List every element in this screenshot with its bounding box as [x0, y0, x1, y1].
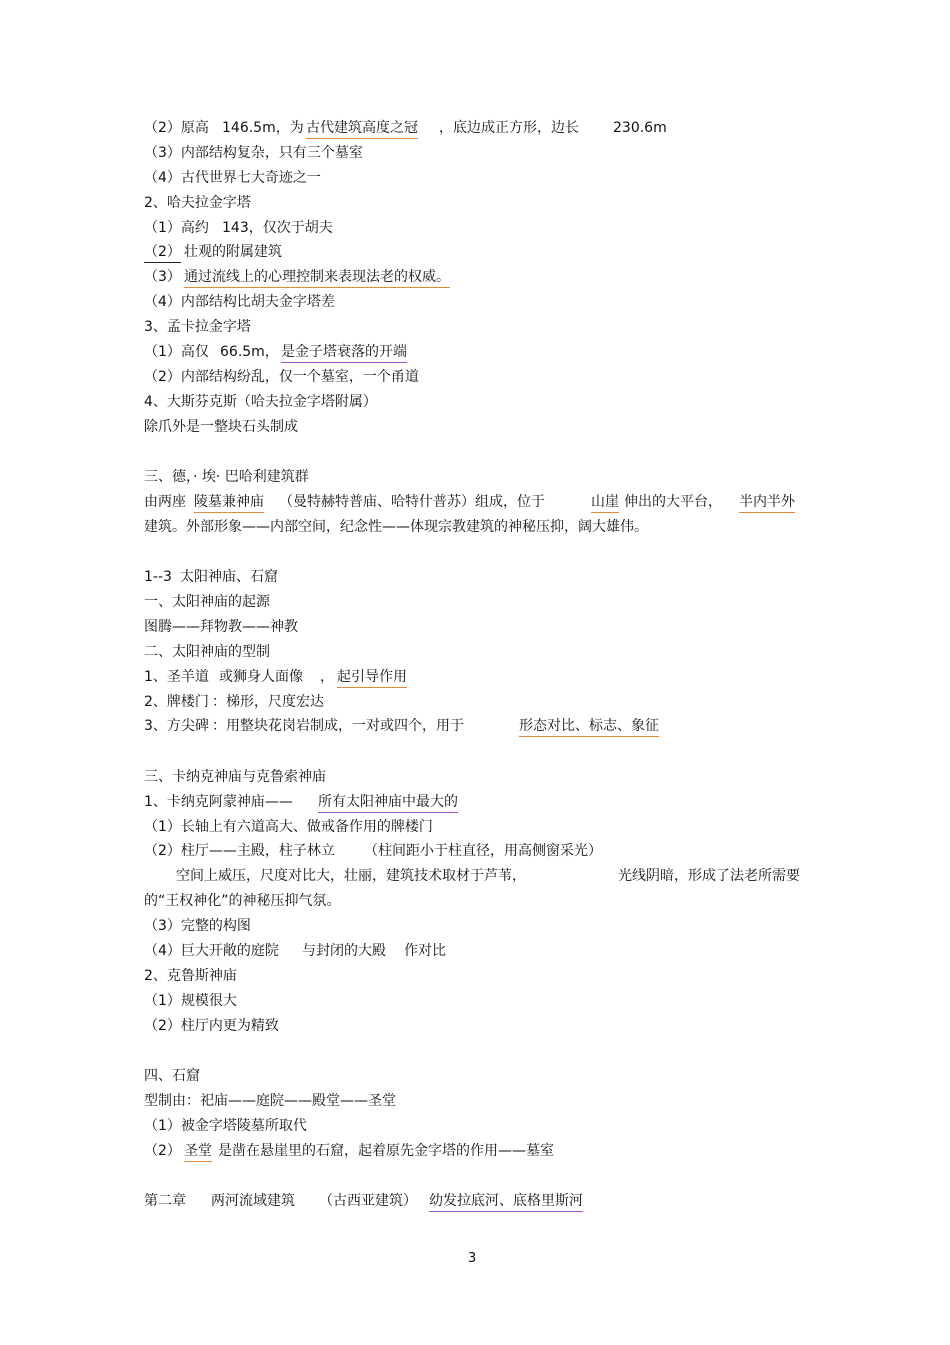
text-segment: 4、大斯芬克斯（哈夫拉金字塔附属）: [144, 394, 377, 410]
text-segment: 一、太阳神庙的起源: [144, 594, 270, 610]
text-segment: 143，仅次于胡夫: [222, 220, 333, 236]
text-segment: 二、太阳神庙的型制: [144, 644, 270, 660]
text-segment: 1、卡纳克阿蒙神庙——: [144, 794, 293, 810]
text-segment: ，底边成正方形，边长: [439, 120, 579, 136]
underlined-answer: 通过流线上的心理控制来表现法老的权威。: [184, 268, 450, 288]
text-segment: 2、哈夫拉金字塔: [144, 195, 251, 211]
text-segment: 230.6m: [613, 120, 667, 136]
text-segment: 是凿在悬崖里的石窟，起着原先金字塔的作用——墓室: [218, 1143, 554, 1159]
text-segment: ，: [320, 669, 334, 685]
text-segment: （3）内部结构复杂，只有三个墓室: [144, 145, 363, 161]
underlined-answer: 陵墓兼神庙: [194, 493, 264, 513]
text-segment: 66.5m，: [220, 344, 279, 360]
text-segment: 或狮身人面像: [219, 669, 303, 685]
text-segment: （4）古代世界七大奇迹之一: [144, 170, 321, 186]
underlined-answer: 山崖: [591, 493, 619, 513]
text-segment: 伸出的大平台，: [624, 494, 722, 510]
text-segment: （4）内部结构比胡夫金字塔差: [144, 294, 335, 310]
text-segment: （4）巨大开敞的庭院: [144, 943, 279, 959]
text-segment: 除爪外是一整块石头制成: [144, 419, 298, 435]
text-segment: ：梯形，尺度宏达: [212, 694, 324, 710]
text-segment: 建筑。外部形象——内部空间，纪念性——体现宗教建筑的神秘压抑，阔大雄伟。: [144, 519, 648, 535]
text-segment: 图腾——拜物教——神教: [144, 619, 298, 635]
text-segment: 1--3: [144, 569, 172, 585]
text-segment: ：用整块花岗岩制成，一对或四个，用于: [212, 718, 464, 734]
text-segment: 型制由：祀庙——庭院——殿堂——圣堂: [144, 1093, 396, 1109]
text-segment: 三、德，· 埃· 巴哈利建筑群: [144, 469, 309, 485]
underlined-answer: 幼发拉底河、底格里斯河: [429, 1192, 583, 1212]
underlined-answer: 圣堂: [184, 1142, 212, 1162]
text-segment: （1）被金字塔陵墓所取代: [144, 1118, 307, 1134]
text-segment: 与封闭的大殿: [302, 943, 386, 959]
text-segment: （1）规模很大: [144, 993, 237, 1009]
page-number: 3: [468, 1251, 477, 1266]
text-segment: 由两座: [144, 494, 186, 510]
text-segment: （2）: [144, 1143, 181, 1159]
text-segment: 3、方尖碑: [144, 718, 209, 734]
text-segment: （2）内部结构纷乱，仅一个墓室，一个甬道: [144, 369, 419, 385]
text-segment: 四、石窟: [144, 1068, 200, 1084]
text-segment: （柱间距小于柱直径，用高侧窗采光）: [364, 843, 602, 859]
text-segment: 2、克鲁斯神庙: [144, 968, 237, 984]
underlined-answer: 是金子塔衰落的开端: [281, 343, 407, 363]
text-segment: （古西亚建筑）: [319, 1193, 417, 1209]
text-segment: （2）原高: [144, 120, 209, 136]
text-segment: 太阳神庙、石窟: [180, 569, 278, 585]
underlined-answer: 起引导作用: [337, 668, 407, 688]
text-segment: 第二章: [144, 1193, 186, 1209]
text-segment: 三、卡纳克神庙与克鲁索神庙: [144, 769, 326, 785]
text-segment: 光线阴暗，形成了法老所需要: [618, 868, 800, 884]
text-segment: （2）柱厅内更为精致: [144, 1018, 279, 1034]
text-segment: （曼特赫特普庙、哈特什普苏）组成，位于: [279, 494, 545, 510]
underlined-answer: 古代建筑高度之冠: [306, 119, 418, 139]
underlined-answer: 形态对比、标志、象征: [519, 717, 659, 737]
text-segment: （2）柱厅——主殿，柱子林立: [144, 843, 335, 859]
text-segment: 的“王权神化”的神秘压抑气氛。: [144, 893, 341, 909]
text-segment: 146.5m，为: [222, 120, 304, 136]
text-segment: 壮观的附属建筑: [184, 244, 282, 260]
text-segment: 3、孟卡拉金字塔: [144, 319, 251, 335]
text-segment: 作对比: [404, 943, 446, 959]
text-segment: 2、牌楼门: [144, 694, 209, 710]
underlined-answer: （2）: [144, 243, 181, 263]
text-segment: （3）完整的构图: [144, 918, 251, 934]
underlined-answer: 所有太阳神庙中最大的: [318, 793, 458, 813]
text-segment: （3）: [144, 269, 181, 285]
text-segment: （1）高仅: [144, 344, 209, 360]
text-segment: （1）高约: [144, 220, 209, 236]
underlined-answer: 半内半外: [739, 493, 795, 513]
text-segment: 两河流域建筑: [211, 1193, 295, 1209]
text-segment: （1）长轴上有六道高大、做戒备作用的牌楼门: [144, 819, 433, 835]
text-segment: 空间上威压，尺度对比大，壮丽，建筑技术取材于芦苇，: [176, 868, 526, 884]
text-segment: 1、圣羊道: [144, 669, 209, 685]
